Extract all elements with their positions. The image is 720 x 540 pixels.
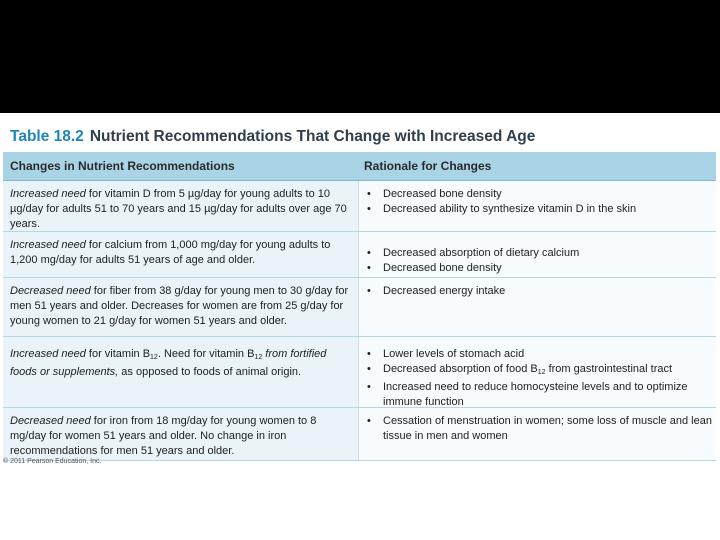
table-row xyxy=(3,278,716,337)
header-changes: Changes in Nutrient Recommendations xyxy=(10,159,235,173)
table-row xyxy=(3,337,716,408)
header-rationale: Rationale for Changes xyxy=(364,159,492,173)
change-text: for fiber from 38 g/day for young men to 30 g/day for men 51 years and older. Decreases for women are from 25 g/day for young women to 21 g/day for women 51 years and older. xyxy=(10,285,349,327)
nutrient-table xyxy=(3,152,716,461)
rationale-item: • Lower levels of stomach acid xyxy=(367,348,525,360)
rationale-item: • Decreased absorption of dietary calcium xyxy=(367,247,580,259)
copyright-notice: © 2011 Pearson Education, Inc. xyxy=(3,458,102,465)
change-text: for calcium from 1,000 mg/day for young adults to 1,200 mg/day for adults 51 years of age and older. xyxy=(10,239,331,266)
table-row xyxy=(3,232,716,278)
table-header-row xyxy=(3,152,716,181)
table-row xyxy=(3,408,716,461)
rationale-item: • Decreased energy intake xyxy=(367,285,506,297)
bullet-icon: • xyxy=(367,415,371,427)
bullet-icon: • xyxy=(367,262,371,274)
rationale-item: • Decreased ability to synthesize vitamin D in the skin xyxy=(367,203,637,215)
change-cell xyxy=(3,278,358,336)
rationale-cell xyxy=(358,408,716,460)
bullet-icon: • xyxy=(367,348,371,360)
table-number: Table 18.2 xyxy=(10,128,84,145)
rationale-item: • Decreased bone density xyxy=(367,188,502,200)
bullet-icon: • xyxy=(367,363,371,375)
change-cell xyxy=(3,232,358,277)
emphasis-text: Decreased need xyxy=(10,415,91,427)
emphasis-text: Increased need xyxy=(10,348,86,360)
bullet-icon: • xyxy=(367,247,371,259)
rationale-cell xyxy=(358,337,716,407)
rationale-item: • Decreased bone density xyxy=(367,262,502,274)
change-cell xyxy=(3,181,358,231)
rationale-cell xyxy=(358,278,716,336)
table-title xyxy=(10,128,535,146)
emphasis-text: Increased need xyxy=(10,239,86,251)
emphasis-text: Increased need xyxy=(10,188,86,200)
bullet-icon: • xyxy=(367,285,371,297)
table-row xyxy=(3,181,716,232)
rationale-item: • Decreased absorption of food $B_{12}$ from gastrointestinal tract xyxy=(367,363,673,376)
change-text: for iron from 18 mg/day for young women to 8 mg/day for women 51 years and older. No change in iron recommendations for men 51 years and older. xyxy=(10,415,317,457)
rationale-cell xyxy=(358,232,716,277)
bullet-icon: • xyxy=(367,203,371,215)
change-cell: Increased need for vitamin $B_{12}$. Need for vitamin $B_{12}$ from fortified foods or supplements, as opposed to foods of animal origin. xyxy=(3,337,358,407)
change-cell xyxy=(3,408,358,460)
rationale-item: • Increased need to reduce homocysteine levels and to optimize immune function xyxy=(367,381,688,408)
emphasis-text: Decreased need xyxy=(10,285,91,297)
bullet-icon: • xyxy=(367,188,371,200)
rationale-item: • Cessation of menstruation in women; some loss of muscle and lean tissue in men and women xyxy=(367,415,712,442)
change-text: for vitamin D from 5 µg/day for young adults to 10 µg/day for adults 51 to 70 years and 15 µg/day for adults over age 70 years. xyxy=(10,188,347,230)
table-title-text: Nutrient Recommendations That Change with Increased Age xyxy=(89,128,536,145)
top-black-band xyxy=(0,0,720,113)
rationale-cell xyxy=(358,181,716,231)
bullet-icon: • xyxy=(367,381,371,393)
